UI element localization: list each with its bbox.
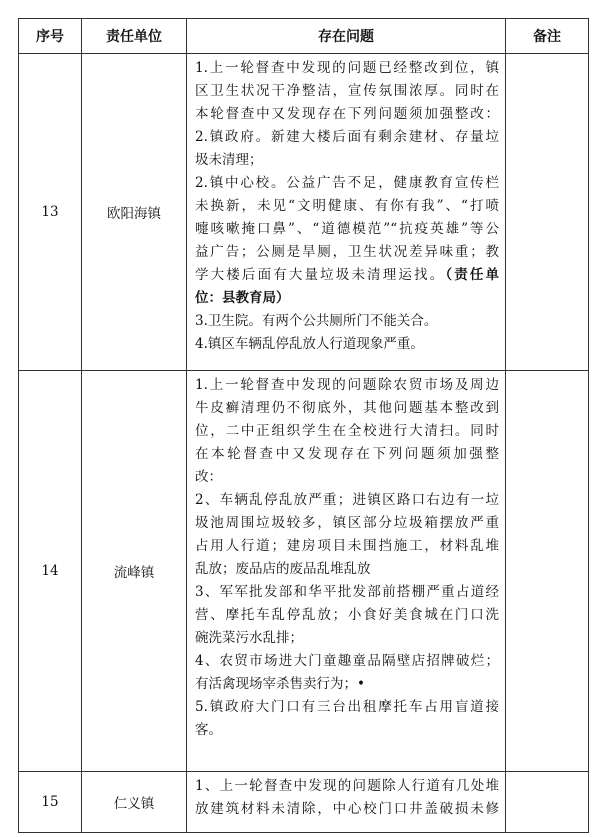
problem-line: 乱放；废品店的废品乱堆乱放 [195,561,371,577]
header-problem: 存在问题 [187,19,506,54]
row-number: 14 [19,371,82,772]
inspection-table [18,18,589,833]
problem-line: 位，二中正组织学生在全校进行大清扫。同时 [195,423,499,439]
problem-line: 牛皮癣清理仍不彻底外，其他问题基本整改到 [195,400,499,416]
problem-line: 1、上一轮督查中发现的问题除人行道有几处堆 [195,778,499,794]
problem-line: 3、军军批发部和华平批发部前搭棚严重占道经 [195,584,499,600]
problem-cell [187,772,506,833]
table-row [19,772,589,833]
problem-line: 4.镇区车辆乱停乱放人行道现象严重。 [195,336,424,352]
row-number: 15 [19,772,82,833]
responsible-note: 位：县教育局） [195,290,290,306]
problem-line: 占用人行道；建房项目未围挡施工，材料乱堆 [195,538,499,554]
problem-line: 本轮督查中又发现存在下列问题须加强整改： [195,106,499,122]
problem-line: 圾池周围垃圾较多，镇区部分垃圾箱摆放严重 [195,515,499,531]
problem-line: 5.镇政府大门口有三台出租摩托车占用盲道接 [195,699,499,715]
problem-cell [187,54,506,371]
problem-cell [187,371,506,772]
responsible-note: （责任单 [445,267,499,283]
problem-line: 区卫生状况干净整洁，宣传氛围浓厚。同时在 [195,83,499,99]
problem-line: 益广告；公厕是旱厕，卫生状况差异味重；教 [195,244,499,260]
problem-line: 嚏咳嗽掩口鼻”、“道德模范”“抗疫英雄”等公 [195,221,499,237]
problem-line: 未换新，未见“文明健康、有你有我”、“打喷 [195,198,499,214]
header-unit: 责任单位 [82,19,187,54]
note-cell [506,772,589,833]
problem-line [195,264,499,287]
problem-line: 放建筑材料未清除，中心校门口井盖破损未修 [195,801,499,817]
problem-line: 圾未清理； [195,152,263,168]
responsible-unit: 欧阳海镇 [82,54,187,371]
table-row [19,54,589,371]
problem-line: 2.镇政府。新建大楼后面有剩余建材、存量垃 [195,129,499,145]
responsible-unit: 流峰镇 [82,371,187,772]
row-number: 13 [19,54,82,371]
table-header-row [19,19,589,54]
problem-line: 改： [195,469,222,485]
problem-line: 有活禽现场宰杀售卖行为；• [195,676,365,692]
problem-line: 碗洗菜污水乱排； [195,630,303,646]
note-cell [506,371,589,772]
problem-line: 1.上一轮督查中发现的问题除农贸市场及周边 [195,377,499,393]
problem-line: 2.镇中心校。公益广告不足，健康教育宣传栏 [195,175,499,191]
table-row [19,371,589,772]
responsible-unit: 仁义镇 [82,772,187,833]
problem-line: 客。 [195,722,222,738]
problem-line: 营、摩托车乱停乱放；小食好美食城在门口洗 [195,607,499,623]
problem-line: 2、车辆乱停乱放严重；进镇区路口右边有一垃 [195,492,499,508]
header-no: 序号 [19,19,82,54]
problem-text: 学大楼后面有大量垃圾未清理运找。 [195,267,446,283]
header-note: 备注 [506,19,589,54]
note-cell [506,54,589,371]
problem-line: 3.卫生院。有两个公共厕所门不能关合。 [195,313,438,329]
problem-line: 4、农贸市场进大门童趣童品隔壁店招牌破烂； [195,653,499,669]
problem-line: 在本轮督查中又发现存在下列问题须加强整 [195,446,499,462]
problem-line: 1.上一轮督查中发现的问题已经整改到位，镇 [195,60,499,76]
